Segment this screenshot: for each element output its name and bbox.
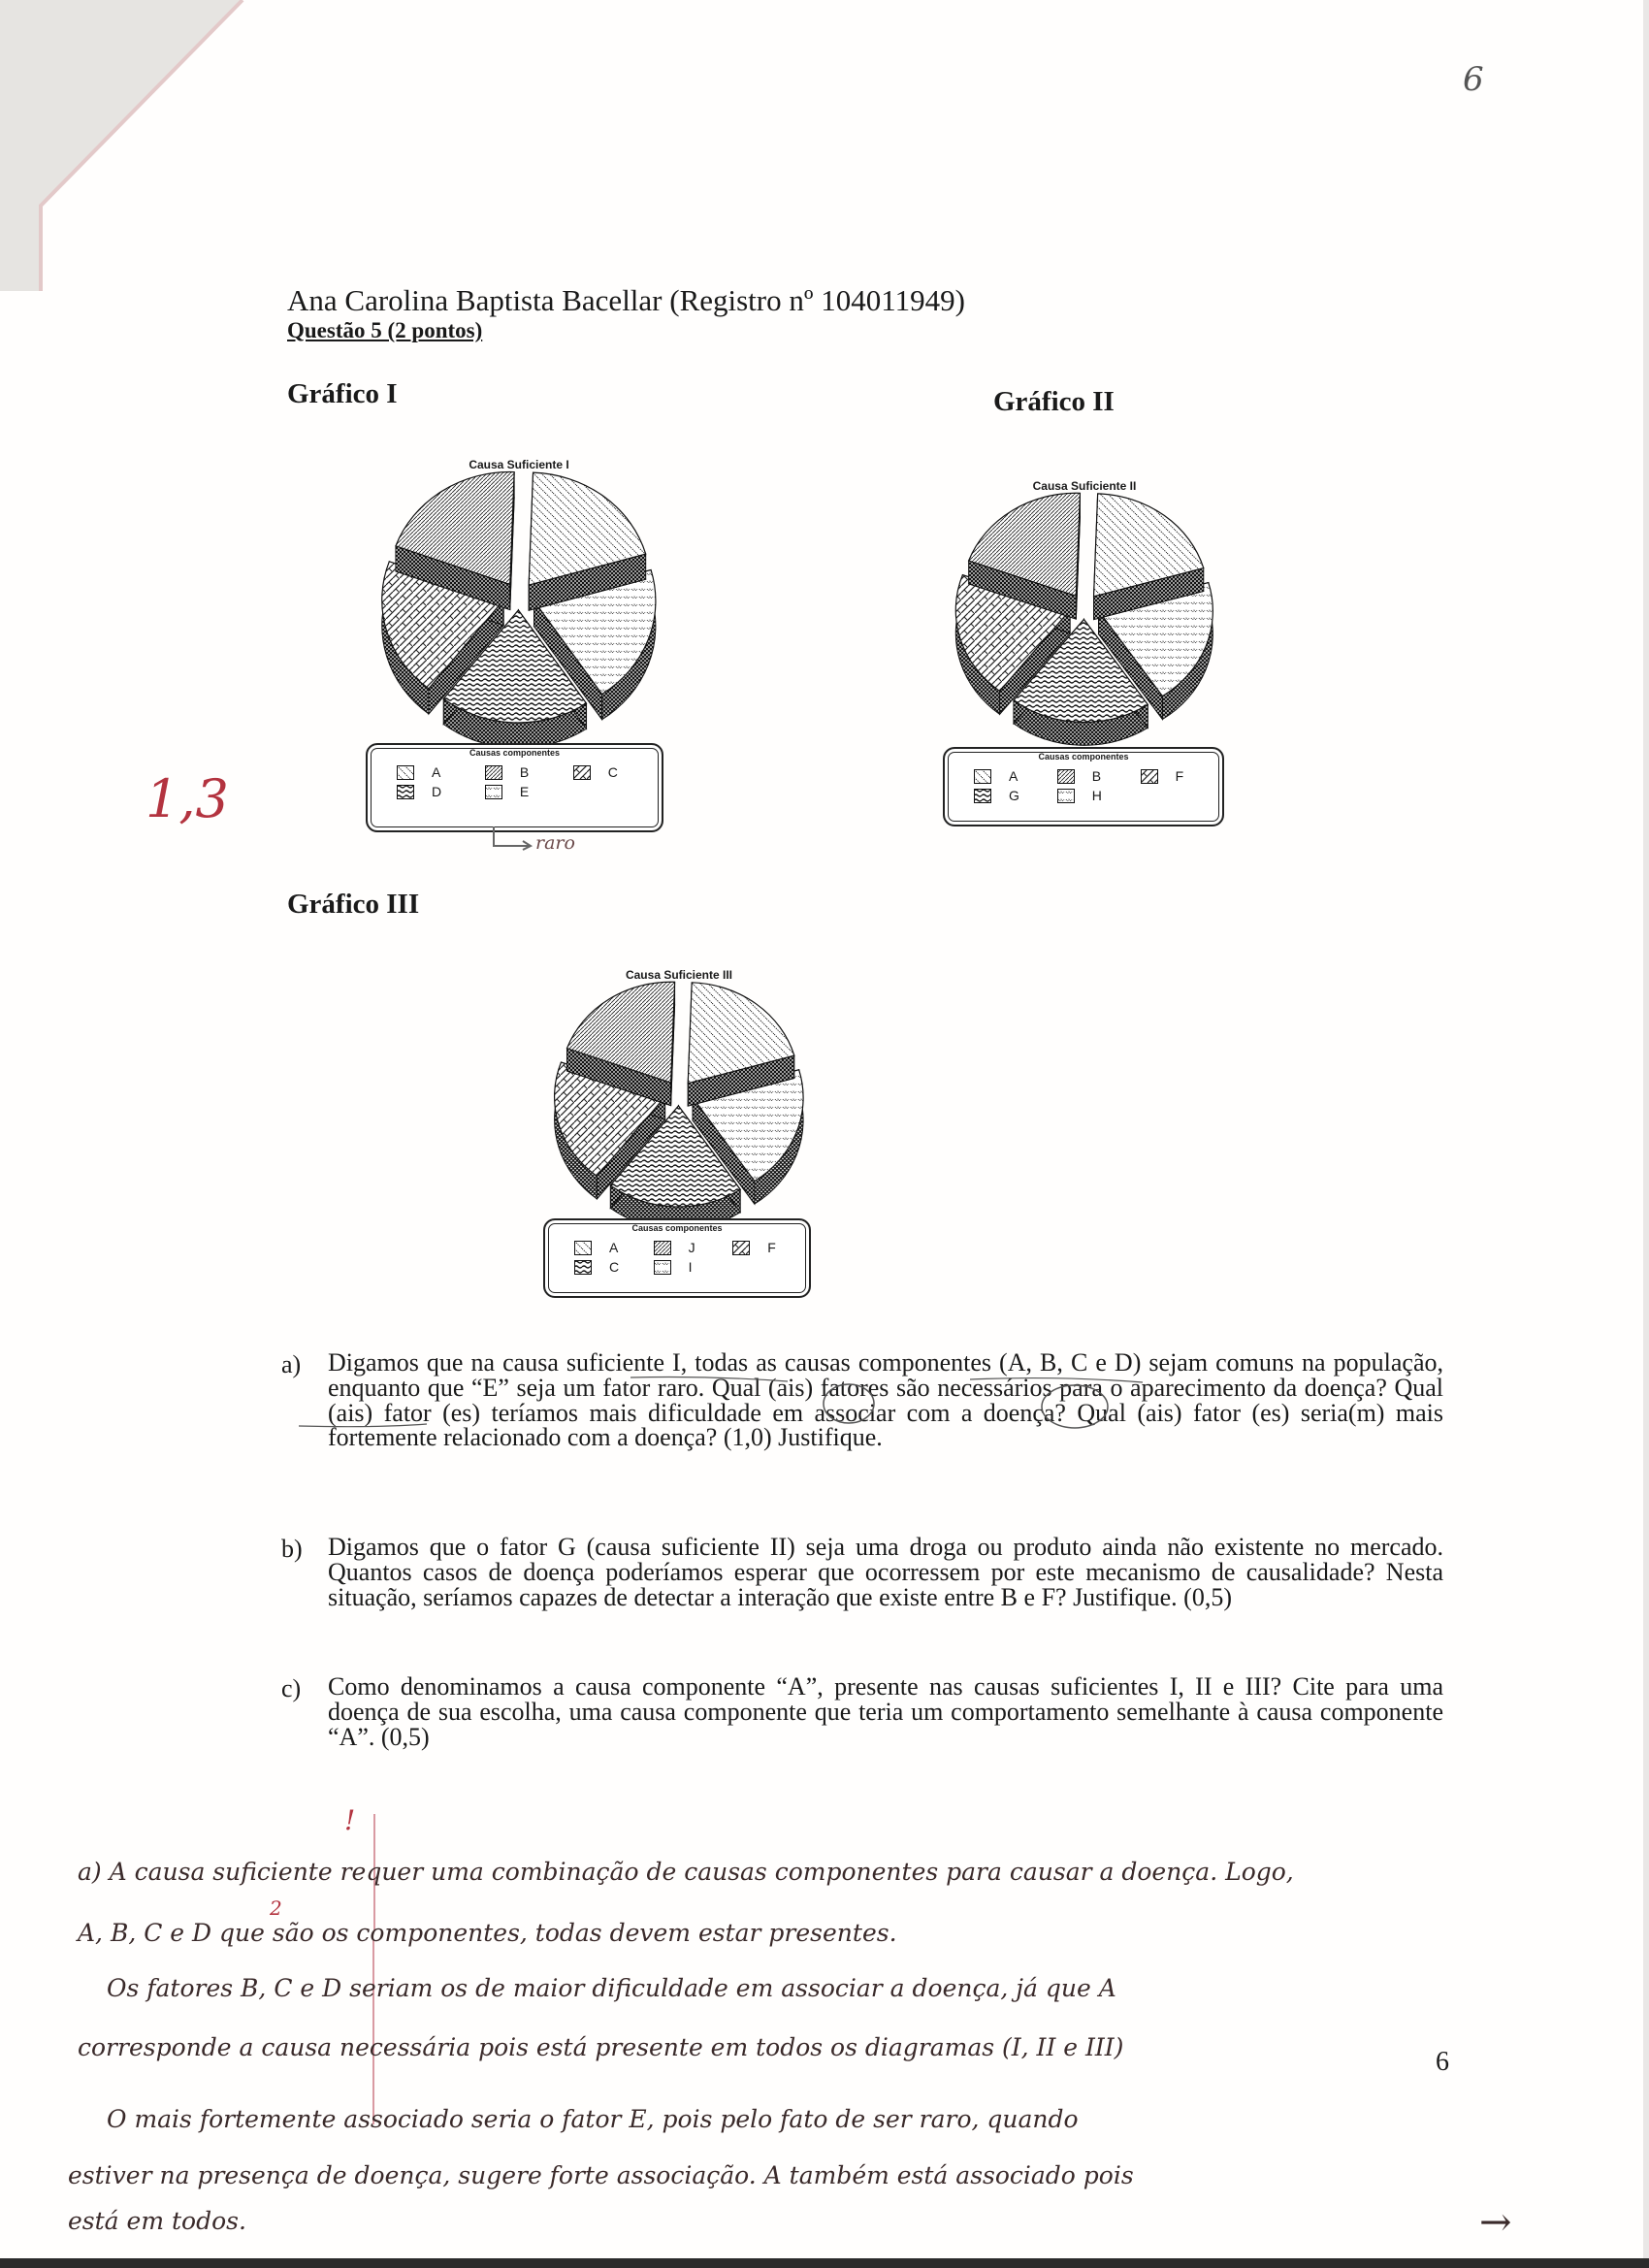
question-b-text: Digamos que o fator G (causa suficiente II) seja uma droga ou produto ainda não existente no mercado. Quantos casos de doença poderíamos esperar que ocorressem por este mecanismo de causalidade? Nesta situação, seríamos capazes de detectar a interação que existe entre B e F? Justifique. (0,5) <box>328 1533 1443 1611</box>
circle-raro-mark <box>1042 1385 1108 1428</box>
question-title: Questão 5 (2 pontos) <box>287 318 483 342</box>
answer-line: O mais fortemente associado seria o fator E, pois pelo fato de ser raro, quando <box>107 2105 1079 2133</box>
legend-title: Causas componentes <box>469 748 561 758</box>
legend-label: C <box>609 1259 620 1275</box>
question-a-label: a) <box>281 1350 302 1378</box>
grafico-1-heading: Gráfico I <box>287 378 398 409</box>
legend-label: F <box>1175 768 1184 784</box>
question-c-label: c) <box>281 1674 302 1702</box>
grafico-3-heading: Gráfico III <box>287 889 420 920</box>
grafico-2-heading: Gráfico II <box>993 386 1115 417</box>
legend-label: F <box>767 1240 776 1255</box>
grade-mark: 1,3 <box>146 768 229 829</box>
legend-label: B <box>519 764 530 780</box>
red-exclamation-mark: ! <box>344 1804 356 1836</box>
question-b-label: b) <box>281 1535 303 1563</box>
legend-label: I <box>688 1259 693 1275</box>
circle-e-mark <box>824 1384 874 1423</box>
raro-annotation: raro <box>535 832 575 854</box>
legend-label: A <box>432 764 441 780</box>
legend-label: B <box>1091 768 1102 784</box>
page-bottom-edge <box>0 2258 1649 2268</box>
underline-marks <box>299 1377 1143 1427</box>
answer-line: Os fatores B, C e D seriam os de maior dificuldade em associar a doença, já que A <box>107 1974 1116 2002</box>
score-note: 6 <box>1436 2047 1449 2077</box>
legend-label: A <box>1009 768 1018 784</box>
answer-line: A, B, C e D que são os componentes, todas devem estar presentes. <box>78 1919 897 1947</box>
answer-line: corresponde a causa necessária pois está presente em todos os diagramas (I, II e III) <box>78 2033 1124 2061</box>
continue-arrow-icon: → <box>1479 2200 1512 2245</box>
legend-label: A <box>609 1240 619 1255</box>
answer-line: está em todos. <box>68 2207 246 2235</box>
legend-label: C <box>607 764 618 780</box>
legend-label: D <box>432 784 442 799</box>
chart-title: Causa Suficiente II <box>1032 479 1137 493</box>
student-line: Ana Carolina Baptista Bacellar (Registro nº 104011949) <box>287 283 965 317</box>
chart-title: Causa Suficiente I <box>469 458 569 471</box>
legend-label: E <box>519 784 530 799</box>
red-score-mark: 2 <box>270 1896 282 1920</box>
legend-label: H <box>1091 788 1102 803</box>
legend-title: Causas componentes <box>1038 752 1129 761</box>
red-margin-line <box>372 1940 374 2124</box>
answer-line: estiver na presença de doença, sugere forte associação. A também está associado pois <box>68 2161 1134 2189</box>
legend-label: G <box>1009 788 1019 803</box>
question-a-text: Digamos que na causa suficiente I, todas as causas componentes (A, B, C e D) sejam comuns na população, enquanto que “E” seja um fator raro. Qual (ais) fatores são necessários para o aparecimento da doença? Qual (ais) fator (es) teríamos mais dificuldade em associar com a doença? Qual (ais) fator (es) seria(m) mais fortemente relacionado com a doença? (1,0) Justifique. <box>328 1348 1443 1452</box>
question-c-text: Como denominamos a causa componente “A”, presente nas causas suficientes I, II e III? Cite para uma doença de sua escolha, uma causa componente que teria um comportamento semelhante à causa componente “A”. (0,5) <box>328 1672 1443 1751</box>
answer-line: a) A causa suficiente requer uma combinação de causas componentes para causar a doença. Logo, <box>78 1858 1294 1886</box>
page-number-handwritten: 6 <box>1463 60 1484 99</box>
legend-label: J <box>688 1240 695 1255</box>
legend-title: Causas componentes <box>631 1223 723 1233</box>
chart-title: Causa Suficiente III <box>625 968 733 982</box>
